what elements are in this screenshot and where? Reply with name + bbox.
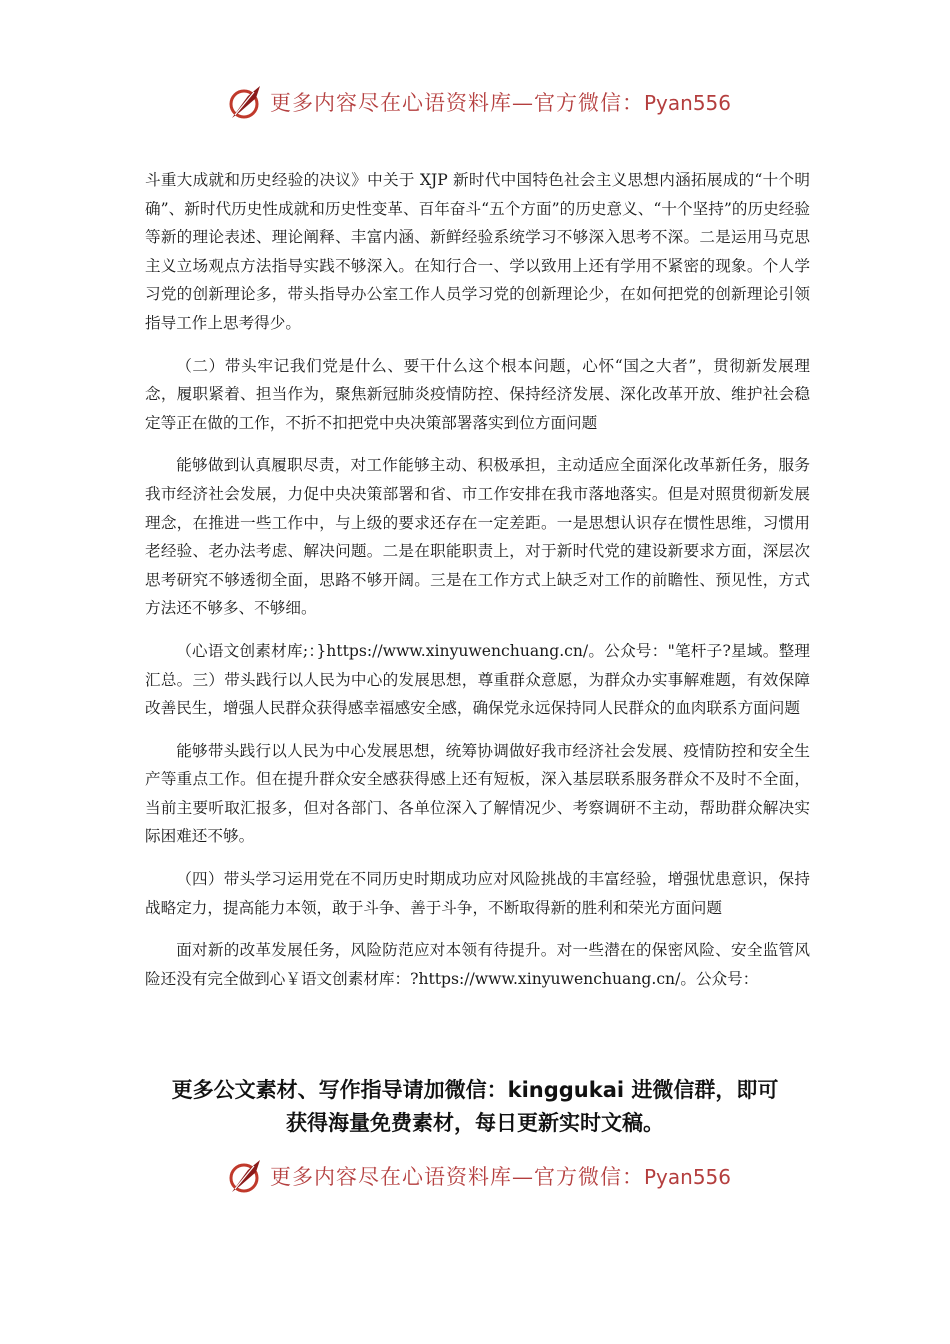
- paragraph: 斗重大成就和历史经验的决议》中关于 XJP 新时代中国特色社会主义思想内涵拓展成的“十个明确”、新时代历史性成就和历史性变革、百年奋斗“五个方面”的历史意义、“十个坚持”的历史经验等新的理论表述、理论阐释、丰富内涵、新鲜经验系统学习不够深入思考不深。二是运用马克思主义立场观点方法指导实践不够深入。在知行合一、学以致用上还有学用不紧密的现象。个人学习党的创新理论多，带头指导办公室工作人员学习党的创新理论少，在如何把党的创新理论引领指导工作上思考得少。: [145, 171, 810, 332]
- paragraph: 面对新的改革发展任务，风险防范应对本领有待提升。对一些潜在的保密风险、安全监管风险还没有完全做到心￥语文创素材库：?https://www.xinyuwenchuang.cn/。公众号：: [145, 941, 810, 988]
- promo-notice: [110, 1074, 840, 1140]
- footer-banner: [226, 1156, 746, 1196]
- quill-pen-logo-icon: [226, 1156, 266, 1196]
- quill-pen-logo-icon: [226, 82, 266, 122]
- promo-line-1: 更多公文素材、写作指导请加微信：kinggukai 进微信群，即可: [171, 1078, 779, 1102]
- document-body: [145, 166, 810, 1007]
- paragraph: （二）带头牢记我们党是什么、要干什么这个根本问题，心怀“国之大者”，贯彻新发展理念，履职紧着、担当作为，聚焦新冠肺炎疫情防控、保持经济发展、深化改革开放、维护社会稳定等正在做的工作，不折不扣把党中央决策部署落实到位方面问题: [145, 356, 810, 432]
- promo-line-2: 获得海量免费素材，每日更新实时文稿。: [286, 1111, 664, 1135]
- header-banner: [226, 82, 746, 122]
- paragraph: 能够带头践行以人民为中心发展思想，统筹协调做好我市经济社会发展、疫情防控和安全生产等重点工作。但在提升群众安全感获得感上还有短板，深入基层联系服务群众不及时不全面，当前主要听取汇报多，但对各部门、各单位深入了解情况少、考察调研不主动，帮助群众解决实际困难还不够。: [145, 741, 810, 846]
- header-wechat-id: Pyan556: [644, 91, 732, 115]
- footer-wechat-id: Pyan556: [644, 1165, 732, 1189]
- paragraph: 能够做到认真履职尽责，对工作能够主动、积极承担，主动适应全面深化改革新任务，服务我市经济社会发展，力促中央决策部署和省、市工作安排在我市落地落实。但是对照贯彻新发展理念，在推进一些工作中，与上级的要求还存在一定差距。一是思想认识存在惯性思维，习惯用老经验、老办法考虑、解决问题。二是在职能职责上，对于新时代党的建设新要求方面，深层次思考研究不够透彻全面，思路不够开阔。三是在工作方式上缺乏对工作的前瞻性、预见性，方式方法还不够多、不够细。: [145, 456, 810, 618]
- paragraph: （四）带头学习运用党在不同历史时期成功应对风险挑战的丰富经验，增强忧患意识，保持战略定力，提高能力本领，敢于斗争、善于斗争，不断取得新的胜利和荣光方面问题: [145, 870, 810, 917]
- paragraph: （心语文创素材库;：}https://www.xinyuwenchuang.cn/。公众号："笔杆子?星域。整理汇总。三）带头践行以人民为中心的发展思想，尊重群众意愿，为群众办实事解难题，有效保障改善民生，增强人民群众获得感幸福感安全感，确保党永远保持同人民群众的血肉联系方面问题: [145, 641, 810, 718]
- header-brand-text: 更多内容尽在心语资料库—官方微信：Pyan556: [270, 91, 732, 115]
- footer-brand-text: 更多内容尽在心语资料库—官方微信：Pyan556: [270, 1165, 732, 1189]
